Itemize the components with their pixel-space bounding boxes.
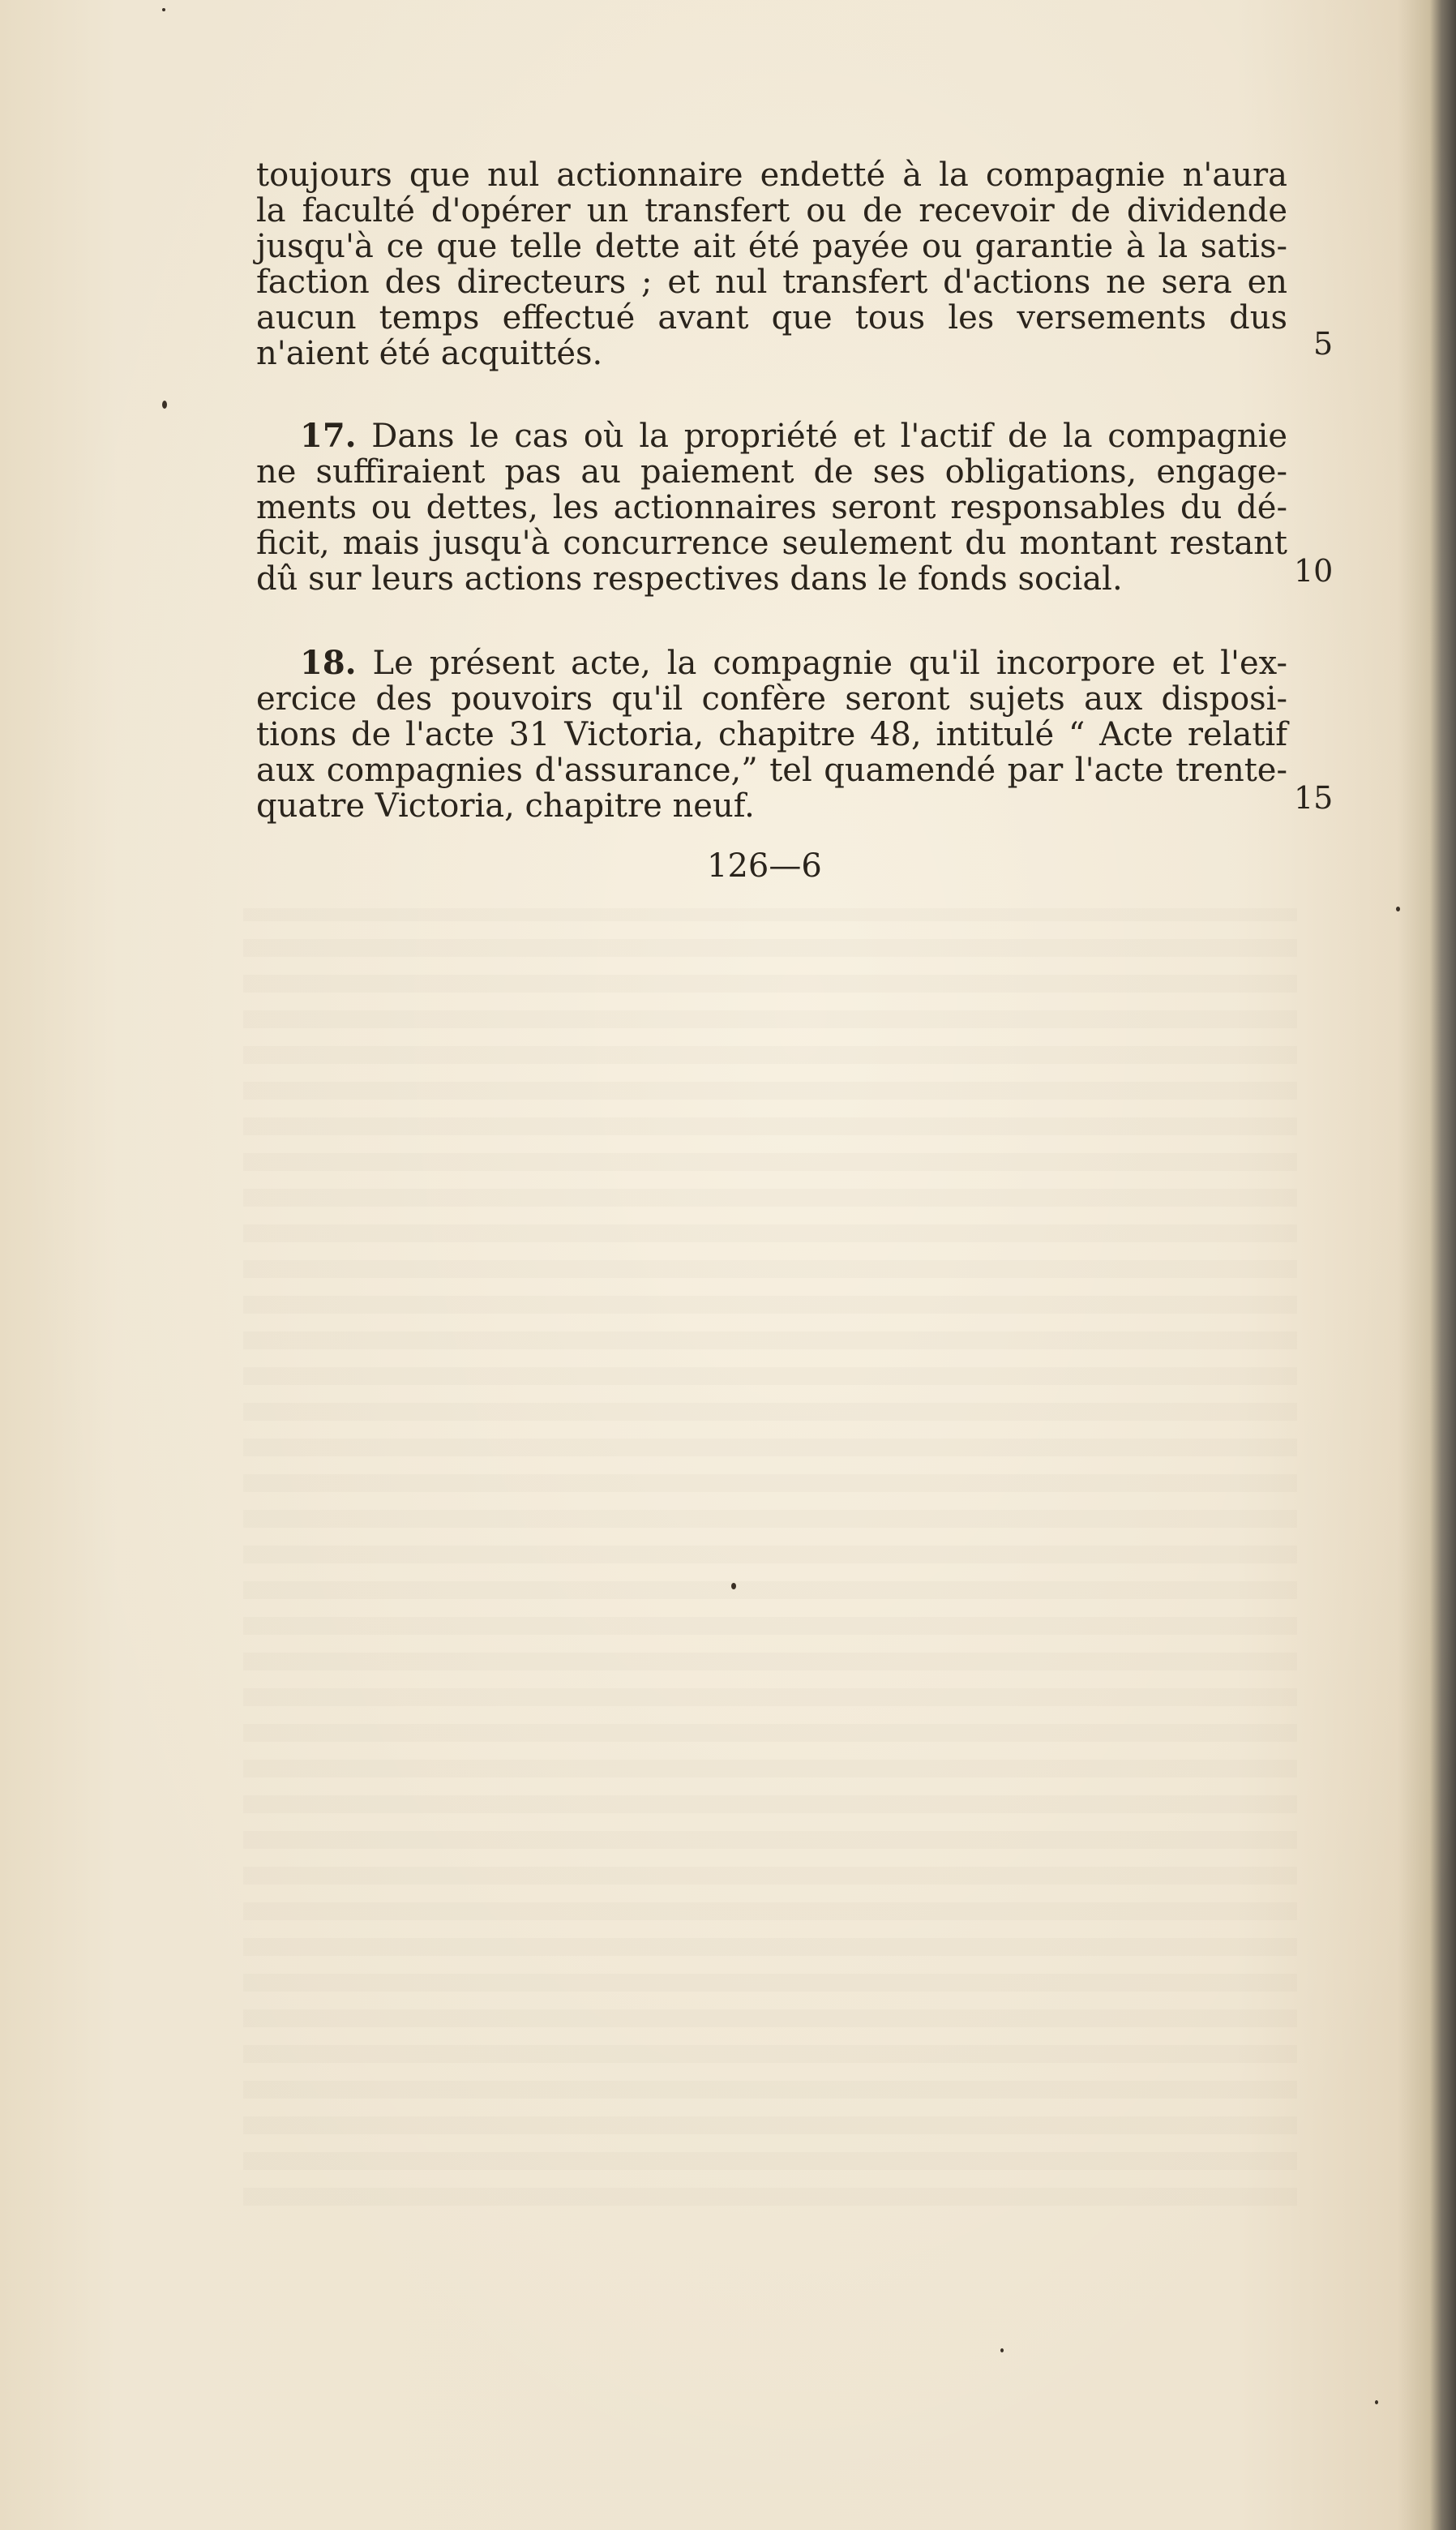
text-line: n'aient été acquittés.: [256, 335, 603, 372]
text-line: tions de l'acte 31 Victoria, chapitre 48, intitulé “ Acte relatif: [256, 716, 1287, 753]
line-number: 15: [1294, 780, 1334, 816]
text-line: quatre Victoria, chapitre neuf.: [256, 787, 755, 825]
text-line: aux compagnies d'assurance,” tel quamendé par l'acte trente-: [256, 752, 1287, 789]
show-through-texture: [243, 908, 1297, 2206]
text-line: ne suffiraient pas au paiement de ses obligations, engage-: [256, 453, 1287, 491]
text-line: faction des directeurs ; et nul transfert d'actions ne sera en: [256, 264, 1287, 301]
text-line: ficit, mais jusqu'à concurrence seulement du montant restant: [256, 525, 1287, 562]
text-line: Dans le cas où la propriété et l'actif de la compagnie: [371, 418, 1288, 455]
ink-speck: [162, 401, 167, 409]
text-line: aucun temps effectué avant que tous les versements dus: [256, 299, 1287, 337]
folio: 126—6: [707, 847, 822, 885]
section-17-first-line: [300, 417, 1288, 455]
text-line: ercice des pouvoirs qu'il confère seront sujets aux disposi-: [256, 680, 1287, 718]
section-18-first-line: [300, 644, 1287, 682]
ink-speck: [1000, 2348, 1004, 2352]
section-number: 18.: [300, 644, 357, 682]
text-line: Le présent acte, la compagnie qu'il incorpore et l'ex-: [372, 645, 1287, 682]
section-number: 17.: [300, 417, 357, 455]
ink-speck: [1396, 907, 1400, 911]
ink-speck: [731, 1583, 736, 1589]
line-number: 10: [1294, 553, 1334, 589]
line-number: 5: [1313, 326, 1334, 362]
text-line: la faculté d'opérer un transfert ou de recevoir de dividende: [256, 192, 1287, 229]
ink-speck: [1375, 2400, 1378, 2404]
ink-speck: [162, 8, 165, 11]
text-line: toujours que nul actionnaire endetté à la compagnie n'aura: [256, 157, 1287, 194]
text-line: ments ou dettes, les actionnaires seront responsables du dé-: [256, 489, 1287, 526]
text-line: jusqu'à ce que telle dette ait été payée ou garantie à la satis-: [256, 228, 1287, 265]
text-line: dû sur leurs actions respectives dans le fonds social.: [256, 560, 1123, 598]
